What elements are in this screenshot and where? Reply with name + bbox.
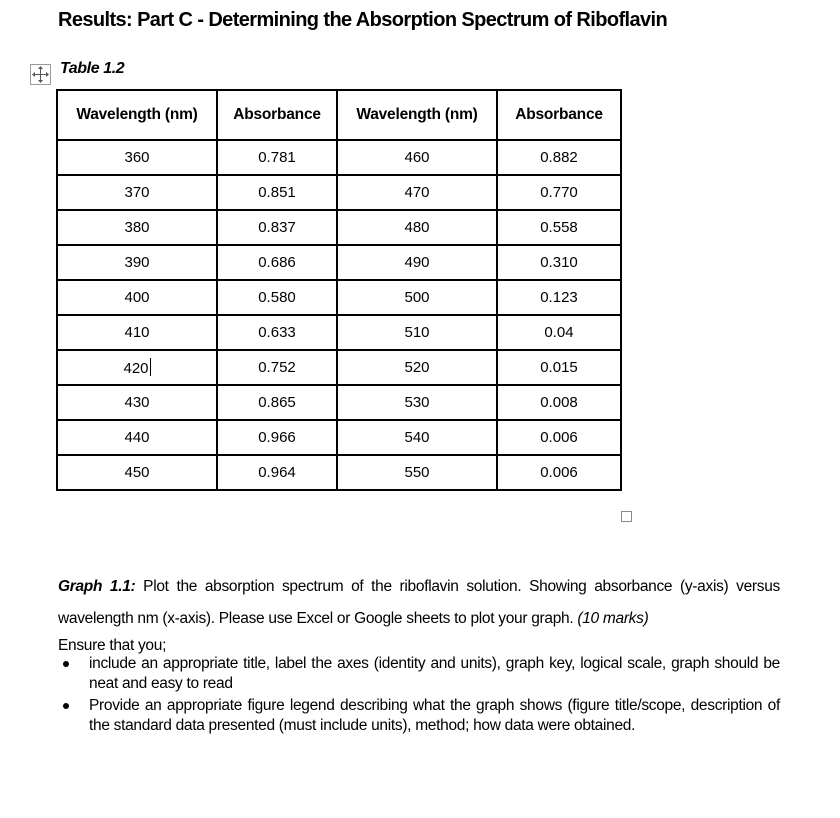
absorption-data-table	[56, 89, 622, 491]
table-cell[interactable]: 0.015	[497, 350, 621, 385]
table-cell[interactable]: 520	[337, 350, 497, 385]
table-cell[interactable]: 370	[57, 175, 217, 210]
table-cell[interactable]: 0.006	[497, 420, 621, 455]
active-cell-text: 420	[123, 360, 149, 377]
table-cell[interactable]: 0.008	[497, 385, 621, 420]
table-cell[interactable]: 470	[337, 175, 497, 210]
list-item: include an appropriate title, label the axes (identity and units), graph key, logical scale, graph should be neat and easy to read	[58, 654, 780, 694]
table-cell[interactable]: 360	[57, 140, 217, 175]
table-cell[interactable]: 0.851	[217, 175, 337, 210]
table-cell[interactable]: 460	[337, 140, 497, 175]
table-cell-active[interactable]	[57, 350, 217, 385]
table-row	[57, 210, 621, 245]
table-resize-handle-icon[interactable]	[621, 511, 632, 522]
table-cell[interactable]: 0.558	[497, 210, 621, 245]
table-cell[interactable]: 430	[57, 385, 217, 420]
table-cell[interactable]: 500	[337, 280, 497, 315]
table-cell[interactable]: 390	[57, 245, 217, 280]
table-cell[interactable]: 400	[57, 280, 217, 315]
table-cell[interactable]: 510	[337, 315, 497, 350]
table-row	[57, 350, 621, 385]
table-cell[interactable]: 410	[57, 315, 217, 350]
text-cursor	[150, 358, 151, 376]
table-cell[interactable]: 0.006	[497, 455, 621, 490]
requirements-list	[58, 654, 780, 738]
table-cell[interactable]: 530	[337, 385, 497, 420]
page-heading: Results: Part C - Determining the Absorption Spectrum of Riboflavin	[58, 9, 668, 31]
table-row	[57, 175, 621, 210]
table-cell[interactable]: 0.633	[217, 315, 337, 350]
table-cell[interactable]: 450	[57, 455, 217, 490]
table-cell[interactable]: 0.770	[497, 175, 621, 210]
table-row	[57, 385, 621, 420]
table-cell[interactable]: 0.686	[217, 245, 337, 280]
table-row	[57, 245, 621, 280]
table-move-handle-icon[interactable]	[30, 64, 51, 85]
table-cell[interactable]: 490	[337, 245, 497, 280]
table-header-row	[57, 90, 621, 140]
table-row	[57, 140, 621, 175]
header-absorbance-1[interactable]: Absorbance	[217, 90, 337, 140]
graph-instruction-text: Plot the absorption spectrum of the riboflavin solution. Showing absorbance (y-axis) versus wavelength nm (x-axis). Please use Excel or Google sheets to plot your graph.	[58, 578, 780, 627]
table-cell[interactable]: 480	[337, 210, 497, 245]
table-cell[interactable]: 0.04	[497, 315, 621, 350]
table-cell[interactable]: 0.964	[217, 455, 337, 490]
header-absorbance-2[interactable]: Absorbance	[497, 90, 621, 140]
graph-instruction	[58, 571, 780, 635]
table-cell[interactable]: 550	[337, 455, 497, 490]
table-cell[interactable]: 0.123	[497, 280, 621, 315]
table-cell[interactable]: 0.966	[217, 420, 337, 455]
table-cell[interactable]: 0.882	[497, 140, 621, 175]
graph-marks: (10 marks)	[577, 610, 649, 627]
table-cell[interactable]: 0.837	[217, 210, 337, 245]
table-cell[interactable]: 380	[57, 210, 217, 245]
table-row	[57, 455, 621, 490]
ensure-text: Ensure that you;	[58, 637, 167, 654]
table-cell[interactable]: 0.865	[217, 385, 337, 420]
list-item: Provide an appropriate figure legend describing what the graph shows (figure title/scope, description of the standard data presented (must include units), method; how data were obtained.	[58, 696, 780, 736]
graph-label: Graph 1.1:	[58, 578, 136, 595]
table-cell[interactable]: 0.781	[217, 140, 337, 175]
table-cell[interactable]: 540	[337, 420, 497, 455]
table-cell[interactable]: 0.580	[217, 280, 337, 315]
table-row	[57, 420, 621, 455]
table-caption: Table 1.2	[60, 60, 125, 77]
table-cell[interactable]: 0.310	[497, 245, 621, 280]
table-row	[57, 315, 621, 350]
table-cell[interactable]: 440	[57, 420, 217, 455]
header-wavelength-2[interactable]: Wavelength (nm)	[337, 90, 497, 140]
table-cell[interactable]: 0.752	[217, 350, 337, 385]
table-row	[57, 280, 621, 315]
header-wavelength-1[interactable]: Wavelength (nm)	[57, 90, 217, 140]
